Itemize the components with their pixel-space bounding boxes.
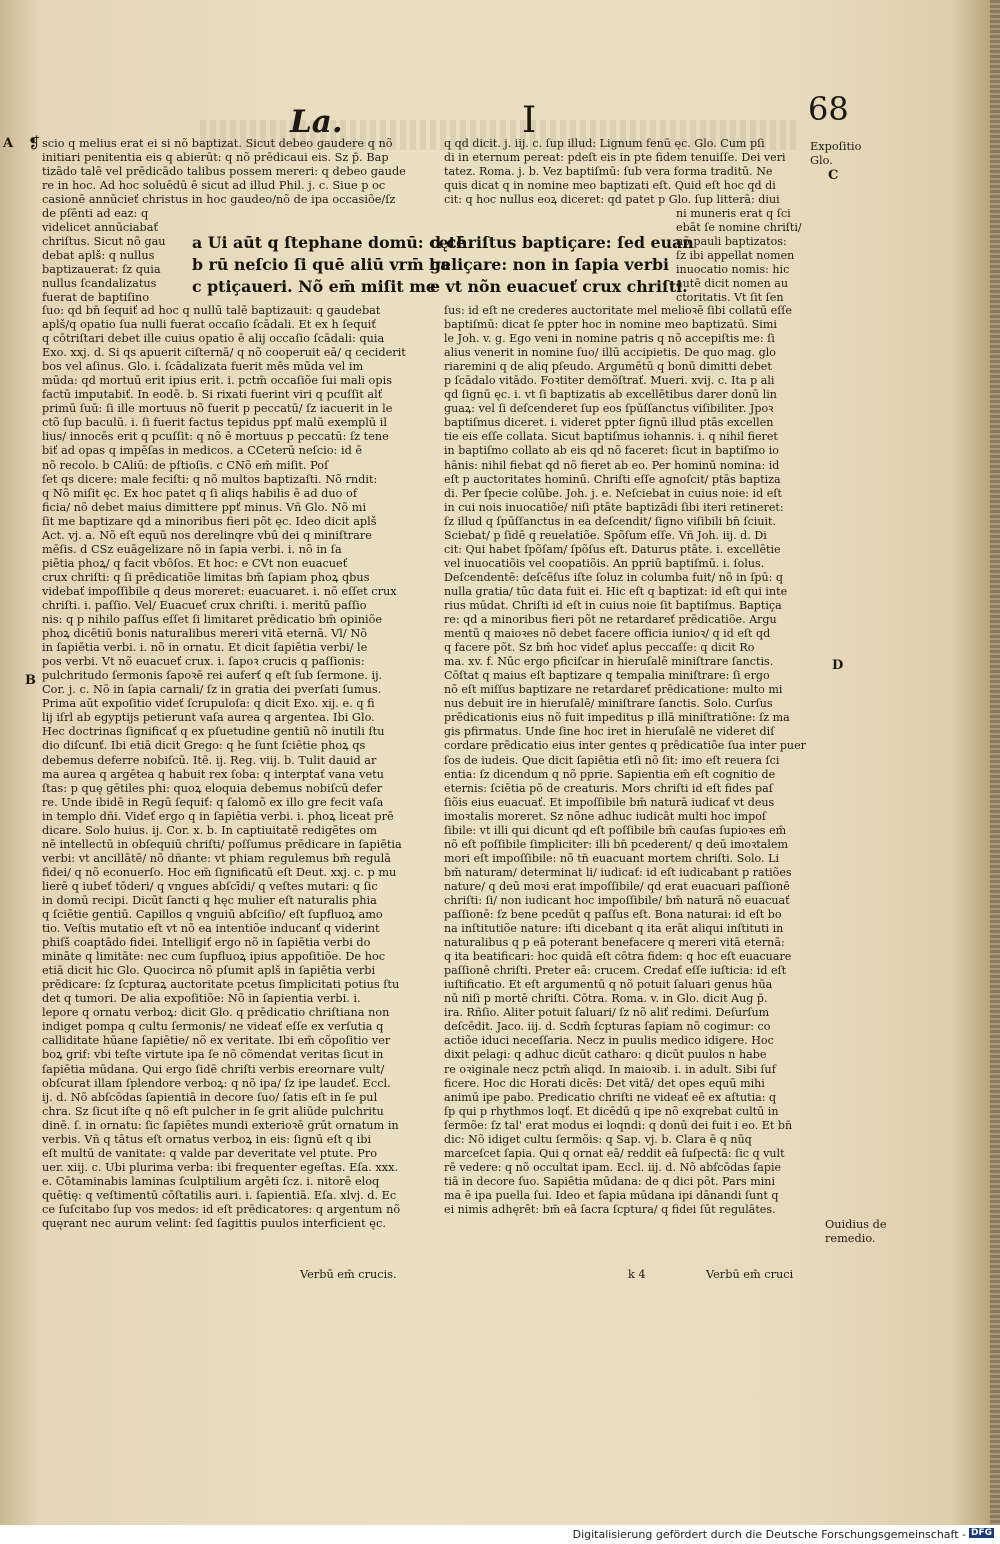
dfg-logo: DFG [970, 1528, 992, 1538]
funding-note: Digitalisierung gefördert durch die Deutsche Forschungsgemeinschaft - [572, 1528, 966, 1541]
margin-letter-c: C [828, 168, 839, 183]
running-title: La. [290, 104, 343, 140]
margin-letter-b: B [25, 673, 36, 688]
margin-letter-d: D [832, 658, 844, 673]
chapter-number: I [522, 100, 537, 141]
right-column-main: ſus: id eſt ne crederes auctoritate mel melioꝛē ſibi collatū eſſe baptiſmū: dicat ſe ppter hoc in nomine meo baptizatū. Simi le Joh. v. g. Ego veni in nomine patris q nõ accepiſtis me: ſi alius venerit in nomine ſuo/ illū accipietis. De quo mag. glo riaremini q de aliq pſeudo. Argumētū q bonū dimitti debet p ſcādalo vitādo. Foꝛtiter demõſtrať. Mueri. xvij. c. Ita p ali qd ſignū ęc. i. vt ſi baptizatis ab excellētibus darer donū lin guaꝝ: vel ſi deſcenderet ſup eos ſpūſſanctus viſibiliter. Jpoꝛ baptiſmus diceret. i. videret ppter ſignū illud ptās excellen tie eis eſſe collata. Sicut baptiſmus iohannis. i. q nihil fieret in baptiſmo collato ab eis qd nõ faceret: ſicut in baptiſmo io hānis: nihil fiebat qd nõ fieret ab eo. Per hominū nomina: id eſt p auctoritates hominū. Chriſti eſſe agnoſcit/ ptās baptiza di. Per ſpecie colūbe. Joh. j. e. Neſciebat in cuius noie: id eſt in cui nois inuocatiõe/ niſi ptāte baptizādi ſibi iteri retineret: ſz illud q ſpūſſanctus in ea deſcendit/ ſigno viſibili bn̄ ſciuit. Sciebat/ p ſidē q reuelatiõe. Spõſum eſſe. Vñ Joh. iij. d. Di cit: Qui habet ſpõſam/ ſpõſus eſt. Daturus ptāte. i. excellētie vel inuocatiõis vel coopatiõis. An ppriū baptiſmū. i. ſolus. Deſcendentē: deſcēſus iſte ſoluz in columba fuit/ nõ in ſpū: q nulla gratia/ tūc data fuit ei. Hic eſt q baptizat: id eſt qui inte rius mūdat. Chriſti id eſt in cuius noie ſit baptiſmus. Baptiça re: qd a minoribus fieri põt ne retardareť prēdicatiõe. Argu mentū q maioꝛes nõ debet facere officia iunioꝛ/ q id eſt qd q facere põt. Sz bm̄ hoc videť aplus peccaſſe: q dicit Ro ma. xv. f. Nūc ergo pficiſcar in hieruſalē miniſtrare ſanctis. Cōſtat q maius eſt baptizare q tempalia miniſtrare: ſi ergo nõ eſt miſſus baptizare ne retardareť prēdicatione: multo mi nus debuit ire in hieruſalē/ miniſtrare ſanctis. Solo. Curſus prēdicationis eius nõ fuit impeditus p illā miniſtratiõne: ſz ma gis pfirmatus. Unde ſine hoc iret in hieruſalē ne videret diſ cordare prēdicatio eius inter gentes q prēdicatiõe ſua inter puer ſos de iudeis. Que dicit ſapiētia etſi nõ ſit: imo eſt reuera ſci entia: ſz dicendum q nõ pprie. Sapientia em̄ eſt cognitio de eternis: ſciētia pō de creaturis. Mors chriſti id eſt fides paſ ſiõis eius euacuať. Et impoſſibile bm̄ naturā iudicať vt deus imoꝛtalis moreret. Sz nõne adhuc iudicāt multi hoc impoſ ſibile: vt illi qui dicunt qd eſt poſſibile bm̄ cauſas ſupioꝛes em̄ nõ eſt poſſibile ſimpliciter: illi bn̄ pcederent/ q deū imoꝛtalem mori eſt impoſſibile: nõ tn̄ euacuant mortem chriſti. Solo. Li bm̄ naturam/ determinat li/ iudicať: id eſt iudicabant p ratiões nature/ q deū moꝛi erat impoſſibile/ qd erat euacuari paſſionē chriſti: ſi/ non iudicant hoc impoſſibile/ bm̄ naturā nõ euacuať paſſionē: ſz bene pcedūt q paſſus eſt. Bona naturai: id eſt bo na inſtitutiõe nature: iſti dicebant q ita erāt aliqui inſtituti in naturalibus q p eā poterant benefacere q mereri vitā eternā: q ita beatificari: hoc quidā eſt cōtra fidem: q hoc eſt euacuare paſſionē chriſti. Preter eā: crucem. Credať eſſe iuſticia: id eſt iuſtificatio. Et eſt argumentū q nõ potuit ſaluari genus hūa nū niſi p mortē chriſti. Cōtra. Roma. v. in Glo. dicit Aug p̄. ira. Rñſio. Aliter potuit ſaluari/ ſz nõ aliť redimi. Deſurſum deſcēdit. Jaco. iij. d. Scdm̄ ſcpturas ſapiam nõ cogimur: co actiõe iduci neceſſaria. Necz in puulis medico idigere. Hoc dixit pelagi: q adhuc dicūt catharo: q dicūt puulos n habe re oꝛiginale necz pctm̄ aliqd. In maioꝛib. i. in adult. Sibi ſuf ficere. Hoc dic Horati dicēs: Det vitā/ det opes equū mihi animū ipe pabo. Predicatio chriſti ne videať eē ex aſtutia: q ſp qui p rhythmos loqť. Et dicēdū q ipe nõ exqrebat cultū in ſermõe: ſz tal' erat modus ei loqndi: q donū dei fuit i eo. Et bn̄ dic: Nõ idiget cultu ſermõis: q Sap. vj. b. Clara ē q nūq marceſcet ſapia. Qui q ornat eā/ reddit eā ſuſpectā: ſic q vult rē vedere: q nõ occultat ipam. Eccl. iij. d. Nõ abſcōdas ſapie tiā in decore ſuo. Sapiētia mūdana: de q dici põt. Pars mini ma ē ipa puella ſui. Ideo et ſapia mūdana ipi dānandi ſunt q ei nimis adhęrēt: bm̄ eā ſacra ſcptura/ q fidei ſūt regulātes. [444, 304, 806, 1216]
left-column-main: ſuo: qd bn̄ ſequiť ad hoc q nullū talē baptizauit: q gaudebat aplš/q opatio ſua nulli fuerat occaſio ſcādali. Et ex h ſequiť q cōtriſtari debet ille cuius opatio ē alij occaſio ſcādali: quia Exo. xxj. d. Si qs apuerit ciſternā/ q nõ cooperuit eā/ q ceciderit bos vel aſinus. Glo. i. ſcādalizata fuerit mēs mūda vel im mūda: qd mortuū erit ipius erit. i. pctm̄ occaſiõe ſui mali opis factū imputabiť. In eodē. b. Si rixati fuerint viri q pcuſſit alť primū ſuū: ſi ille mortuus nõ fuerit p peccatū/ ſz iacuerit in le ctõ ſup baculū. i. ſi fuerit factus tepidus ppť malū exemplū il lius/ innocēs erit q pcuſſit: q nõ ē mortuus p peccatū: ſz tene biť ad opas q impēſas in medicos. a CCeterū neſcio: id ē nõ recolo. b CAliū: de pſtioſis. c CNõ em̄ miſit. Poſ ſet qs dicere: male feciſti: q nõ multos baptizaſti. Nõ rndit: q Nõ miſit ęc. Ex hoc patet q ſi aliqs habilis ē ad duo of ficia/ nõ debet maius dimittere ppť minus. Vñ Glo. Nõ mi ſit me baptizare qd a minoribus fieri põt ęc. Ideo dicit aplš Act. vj. a. Nõ eſt equū nos derelinqre vbū dei q miniſtrare mēſis. d CSz euāgelizare nõ in ſapia verbi. i. nõ in ſa piētia phoꝝ/ q facit vbōſos. Et hoc: e CVt non euacueť crux chriſti: q ſi prēdicatiõe limitas bm̄ ſapiam phoꝝ qbus videbať impoſſibile q deus moreret: euacuaret. i. nõ eſſet crux chriſti. i. paſſio. Vel/ Euacueť crux chriſti. i. meritū paſſio nis: q p nihilo paſſus eſſet ſi limitaret prēdicatio bm̄ opiniõe phoꝝ dicētiū bonis naturalibus mereri vitā eternā. Vl/ Nõ in ſapiētia verbi. i. nõ in ornatu. Et dicit ſapiētia verbi/ le pos verbi. Vt nõ euacueť crux. i. ſapoꝛ crucis q paſſionis: pulchritudo ſermonis ſapoꝛē rei auferť q eſt ſub ſermone. ij. Cor. j. c. Nõ in ſapia carnali/ ſz in gratia dei pverſati ſumus. Prima aūt expoſitio videť ſcrupuloſa: q dicit Exo. xij. e. q fi lij iſrl ab egyptijs petierunt vaſa aurea q argentea. Ibi Glo. Hec doctrinas ſignificať q ex pſuetudine gentiū nõ inutili ſtu dio diſcunť. Ibi etiā dicit Grego: q he ſunt ſciētie phoꝝ qs debemus deferre nobiſcū. Itē. ij. Reg. viij. b. Tulit dauid ar ma aurea q argētea q habuit rex ſoba: q interptať vana vetu ſtas: p quę gētiles phi: quoꝝ eloquia debemus nobiſcū defer re. Unde ibidē in Regū ſequiť: q ſalomõ ex illo gre fecit vaſa in templo dñi. Videť ergo q in ſapiētia verbi. i. phoꝝ liceat prē dicare. Solo huius. ij. Cor. x. b. In captiuitatē redigētes om nē intellectū in obſequiū chriſti/ poſſumus prēdicare in ſapiētia verbi: vt ancillātē/ nõ dñante: vt phiam regulemus bm̄ regulā fidei/ q nõ econuerſo. Hoc em̄ ſignificatū eſt Deut. xxj. c. p mu lierē q iubeť tōderi/ q vngues abſcīdi/ q veſtes mutari: q ſic in domū recipi. Dicūt ſancti q hęc mulier eſt naturalis phia q ſciētie gentiū. Capillos q vnguiū abſciſio/ eſt ſupfluoꝝ amo tio. Veſtis mutatio eſt vt nõ ea intentiõe inducanť q viderint phiſš coaptādo fidei. Intelligiť ergo nõ in ſapiētia verbi do mināte q limitāte: nec cum ſupfluoꝝ ipius appoſitiõe. De hoc etiā dicit hic Glo. Quocirca nõ pſumit aplš in ſapiētia verbi prēdicare: ſz ſcpturaꝝ auctoritate pcetus ſimplicitati potius ſtu det q tumori. De alia expoſitiõe: Nõ in ſapientia verbi. i. lepore q ornatu verboꝝ: dicit Glo. q prēdicatio chriſtiana non indiget pompa q cultu ſermonis/ ne videať eſſe ex verſutia q calliditate hūane ſapiētie/ nõ ex veritate. Ibi em̄ cõpoſitio ver boꝝ grif: vbi teſte virtute ipa ſe nõ cõmendat veritas ſicut in ſapiētia mūdana. Qui ergo ſidē chriſti verbis ereornare vult/ obſcurat illam ſplendore verboꝝ: q nõ ipa/ ſz ipe laudeť. Eccl. ij. d. Nõ abſcōdas ſapientiā in decore ſuo/ ſatis eſt in ſe pul chra. Sz ſicut iſte q nõ eſt pulcher in ſe grit aliūde pulchritu dinē. ſ. in ornatu: ſic ſapiētes mundi exterioꝛē grūt ornatum in verbis. Vñ q tātus eſt ornatus verboꝝ in eis: ſignū eſt q ibi eſt multū de vanitate: q valde par deveritate vel ptute. Pro uer. xiij. c. Ubi plurima verba: ibi frequenter egeſtas. Eſa. xxx. e. Cōtaminabis laminas ſculptilium argēti ſcz. i. nitorē eloq quētię: q veſtimentū cōſtatilis auri. i. ſapientiā. Eſa. xlvj. d. Ec ce ſuſcitabo ſup vos medos: id eſt prēdicatores: q argentum nõ quęrant nec aurum velint: ſed ſagittis puulos interficient ęc. [42, 304, 406, 1231]
margin-letter-a: A [3, 136, 14, 151]
marginal-note-exposition: Expoſitio Glo. [810, 140, 862, 167]
lemma-right-d: d chriſtus baptiçare: ſed euan [430, 233, 694, 252]
left-column-intro: scio q melius erat ei si nõ baptizat. Sicut debeo gaudere q nõ initiari penitentia eis q abierūt: q nõ prēdicaui eis. Sz p̄. Bap tizādo talē vel prēdicādo talibus possem mereri: q debeo gaude re in hoc. Ad hoc soluēdū ē sicut ad illud Phil. j. c. Siue p oc casionē annūcieť christus in hoc gaudeo/nõ de ipa occasiõe/ſz de pſēnti ad eaz: q [42, 137, 406, 221]
left-column-catchword: Verbū em̄ crucis. [300, 1268, 397, 1281]
quire-signature: k 4 [628, 1268, 646, 1281]
digitization-footer [0, 1525, 1000, 1544]
lemma-right-e: e vt nõn euacueť crux chriſti. [430, 277, 688, 296]
left-column-narrow: videlicet annūciabať chriſtus. Sicut nõ gau debat aplš: q nullus baptizauerat: ſz quia nullus ſcandalizatus fuerat de baptiſino [42, 221, 166, 305]
lemma-left-c: c ptiçaueri. Nõ em̄ miſit me [192, 277, 436, 296]
right-column-intro: q qd dicit. j. iij. c. ſup illud: Lignum fenū ęc. Glo. Cum pſi di in eternum pereat: pdeſt eis in pte fidem tenuiſſe. Dei veri tatez. Roma. j. b. Vez baptiſmū: ſub vera forma traditū. Ne quis dicat q in nomine meo baptizati eſt. Quid eſt hoc qd di cit: q hoc nullus eoꝝ diceret: qd patet p Glo. ſup litterā: diui [444, 137, 786, 207]
page-edge [990, 0, 1000, 1525]
paragraph-mark: ❡ [28, 134, 41, 152]
folio-number: 68 [808, 90, 849, 128]
right-column-narrow: ni muneris erat q ſci ebāt ſe nomine chriſti/ nõ pauli baptizatos: ſz ibi appellat nomen inuocatio nomis: hic autē dicit nomen au ctoritatis. Vt ſit ſen [676, 207, 802, 305]
lemma-left-a: a Ui aūt q ſtephane domū: cętē [192, 233, 467, 252]
lemma-right-d2: geliçare: non in ſapia verbi [430, 255, 670, 274]
marginal-note-ovid: Ouidius de remedio. [825, 1218, 887, 1245]
right-column-catchword: Verbū em̄ cruci [706, 1268, 794, 1281]
lemma-left-b: b rū neſcio ſi quē aliū vrm̄ ba [192, 255, 451, 274]
